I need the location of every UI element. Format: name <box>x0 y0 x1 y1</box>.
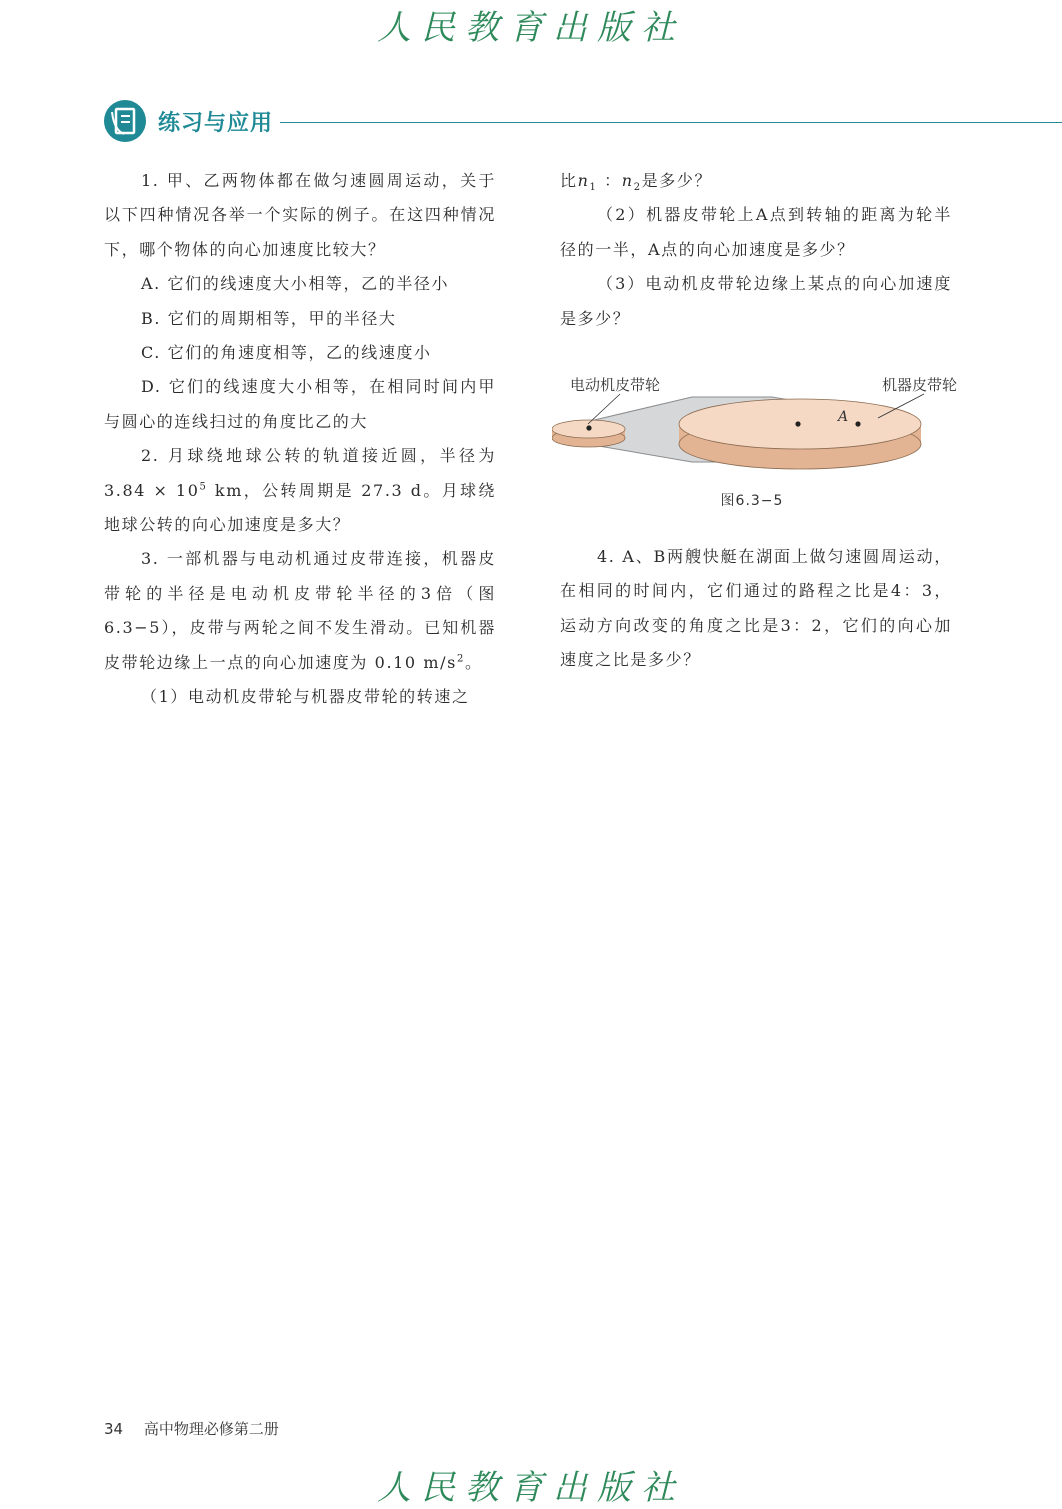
question-3-part-3: （3）电动机皮带轮边缘上某点的向心加速度是多少？ <box>560 274 952 328</box>
machine-pulley-label: 机器皮带轮 <box>882 376 958 394</box>
question-4: 4. A、B两艘快艇在湖面上做匀速圆周运动，在相同的时间内，它们通过的路程之比是4：3，运动方向改变的角度之比是3：2，它们的向心加速度之比是多少？ <box>560 547 952 670</box>
question-2 <box>104 439 496 542</box>
question-3 <box>104 542 496 680</box>
question-2-exponent: 5 <box>199 481 208 493</box>
question-3-exponent: 2 <box>456 653 465 665</box>
question-3-text-b: 。 <box>464 652 483 672</box>
machine-pulley-axis <box>795 421 800 426</box>
question-2-text-b: km，公转周期是 27.3 d。月球绕地球公转的向心加速度是多大？ <box>104 480 497 535</box>
page-number: 34 <box>104 1420 124 1438</box>
left-column <box>104 164 496 715</box>
question-3-part-1-continued <box>560 164 952 198</box>
question-2-text-a: 2. 月球绕地球公转的轨道接近圆，半径为 3.84 × 10 <box>104 446 496 500</box>
motor-pulley-label: 电动机皮带轮 <box>570 376 661 394</box>
publisher-watermark-bottom: 人民教育出版社 <box>377 1468 685 1508</box>
section-title: 练习与应用 <box>158 111 274 136</box>
question-3-part-2: （2）机器皮带轮上A点到转轴的距离为轮半径的一半，A点的向心加速度是多少？ <box>560 205 952 259</box>
figure-caption: 图6.3−5 <box>720 493 784 509</box>
question-3-text-a: 3. 一部机器与电动机通过皮带连接，机器皮带轮的半径是电动机皮带轮半径的3倍（图6.3−5），皮带与两轮之间不发生滑动。已知机器皮带轮边缘上一点的向心加速度为 0.10 m/s <box>104 549 496 672</box>
point-a-label: A <box>838 409 849 425</box>
section-divider <box>280 122 1062 123</box>
ratio-suffix: 是多少？ <box>641 171 713 190</box>
var-n1-subscript: 1 <box>589 182 598 194</box>
right-column-lower <box>560 540 952 678</box>
motor-pulley-axis <box>586 425 591 430</box>
question-1-option-b: B. 它们的周期相等，甲的半径大 <box>141 308 397 328</box>
book-title: 高中物理必修第二册 <box>143 1420 279 1438</box>
question-1-option-a: A. 它们的线速度大小相等，乙的半径小 <box>141 274 450 294</box>
section-header <box>104 100 1062 144</box>
ratio-colon: ： <box>597 171 622 190</box>
question-1: 1. 甲、乙两物体都在做匀速圆周运动，关于以下四种情况各举一个实际的例子。在这四种情况下，哪个物体的向心加速度比较大？ <box>104 171 496 259</box>
notebook-icon <box>104 100 146 142</box>
question-1-option-c: C. 它们的角速度相等，乙的线速度小 <box>141 343 432 363</box>
right-column <box>560 164 952 336</box>
var-n2-subscript: 2 <box>633 182 642 194</box>
question-1-option-d: D. 它们的线速度大小相等，在相同时间内甲与圆心的连线扫过的角度比乙的大 <box>104 377 496 431</box>
question-3-part-1: （1）电动机皮带轮与机器皮带轮的转速之 <box>141 687 470 707</box>
point-a-marker <box>855 421 860 426</box>
publisher-watermark-top: 人民教育出版社 <box>377 8 685 48</box>
ratio-prefix: 比 <box>560 171 578 190</box>
var-n2: n <box>621 171 634 190</box>
var-n1: n <box>577 171 590 190</box>
page-footer <box>104 1418 279 1439</box>
